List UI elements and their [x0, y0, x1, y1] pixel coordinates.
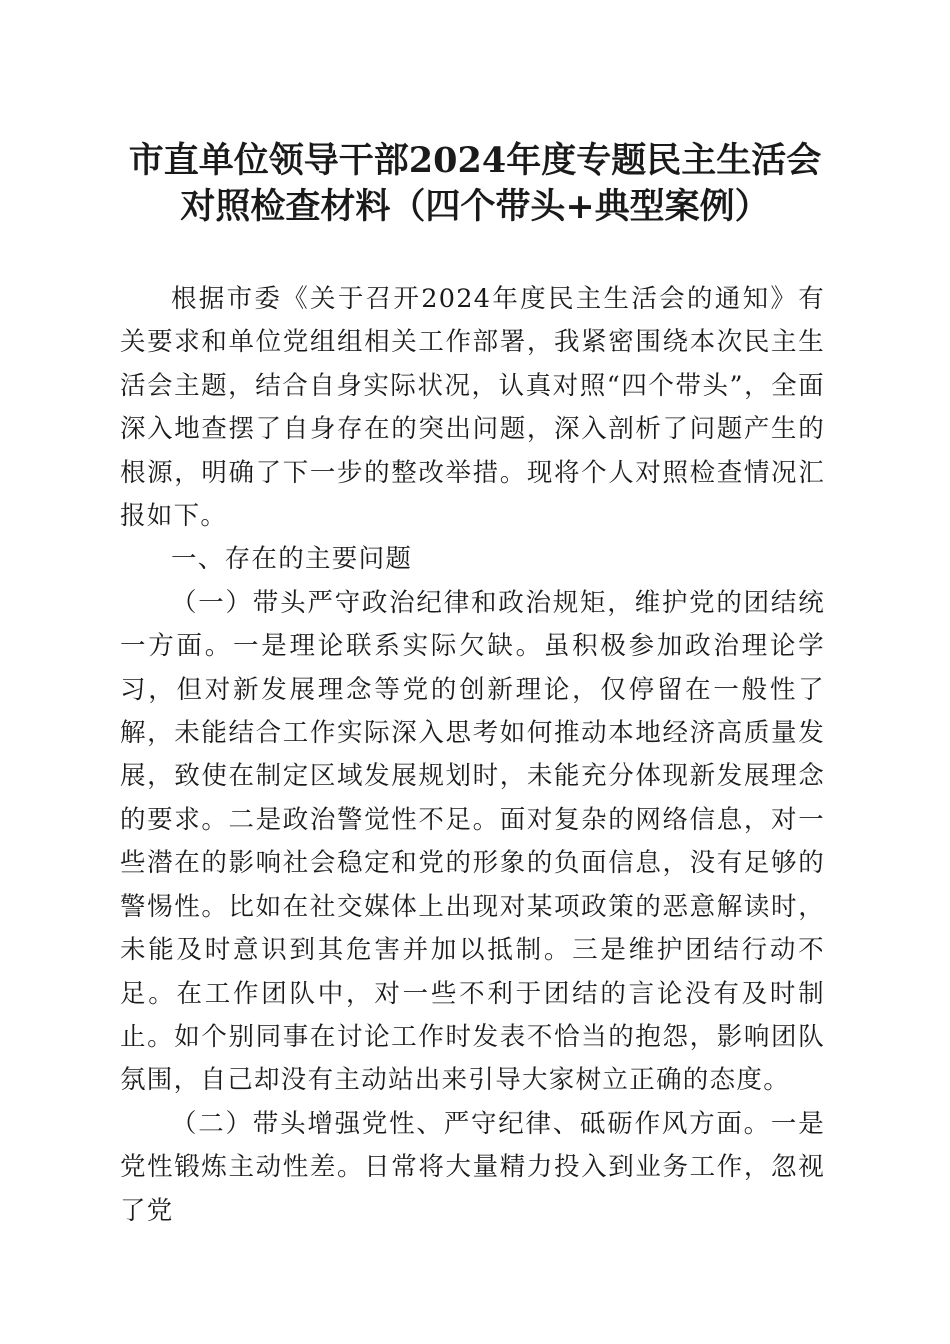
- item-1-paragraph: [120, 582, 825, 1103]
- document-title-line-1: 市直单位领导干部2024年度专题民主生活会: [128, 140, 822, 181]
- item-2-body: 一是党性锻炼主动性差。日常将大量精力投入到业务工作，忽视了党: [120, 1108, 825, 1226]
- intro-paragraph: 根据市委《关于召开2024年度民主生活会的通知》有关要求和单位党组组相关工作部署，我紧密围绕本次民主生活会主题，结合自身实际状况，认真对照“四个带头”，全面深入地查摆了自身存在的突出问题，深入剖析了问题产生的根源，明确了下一步的整改举措。现将个人对照检查情况汇报如下。: [120, 284, 825, 532]
- item-1-body: 一是理论联系实际欠缺。虽积极参加政治理论学习，但对新发展理念等党的创新理论，仅停留在一般性了解，未能结合工作实际深入思考如何推动本地经济高质量发展，致使在制定区域发展规划时，未能充分体现新发展理念的要求。二是政治警觉性不足。面对复杂的网络信息，对一些潜在的影响社会稳定和党的形象的负面信息，没有足够的警惕性。比如在社交媒体上出现对某项政策的恶意解读时，未能及时意识到其危害并加以抵制。三是维护团结行动不足。在工作团队中，对一些不利于团结的言论没有及时制止。如个别同事在讨论工作时发表不恰当的抱怨，影响团队氛围，自己却没有主动站出来引导大家树立正确的态度。: [120, 631, 825, 1096]
- document-body: [120, 278, 825, 1233]
- item-2-heading: （二）带头增强党性、严守纪律、砥砺作风方面。: [171, 1108, 771, 1139]
- document-title-line-2: 对照检查材料（四个带头+典型案例）: [180, 186, 770, 227]
- section-heading-main-problems: 一、存在的主要问题: [171, 544, 413, 575]
- item-2-paragraph: [120, 1103, 825, 1233]
- item-1-heading: （一）带头严守政治纪律和政治规矩，维护党的团结统一方面。: [120, 587, 825, 662]
